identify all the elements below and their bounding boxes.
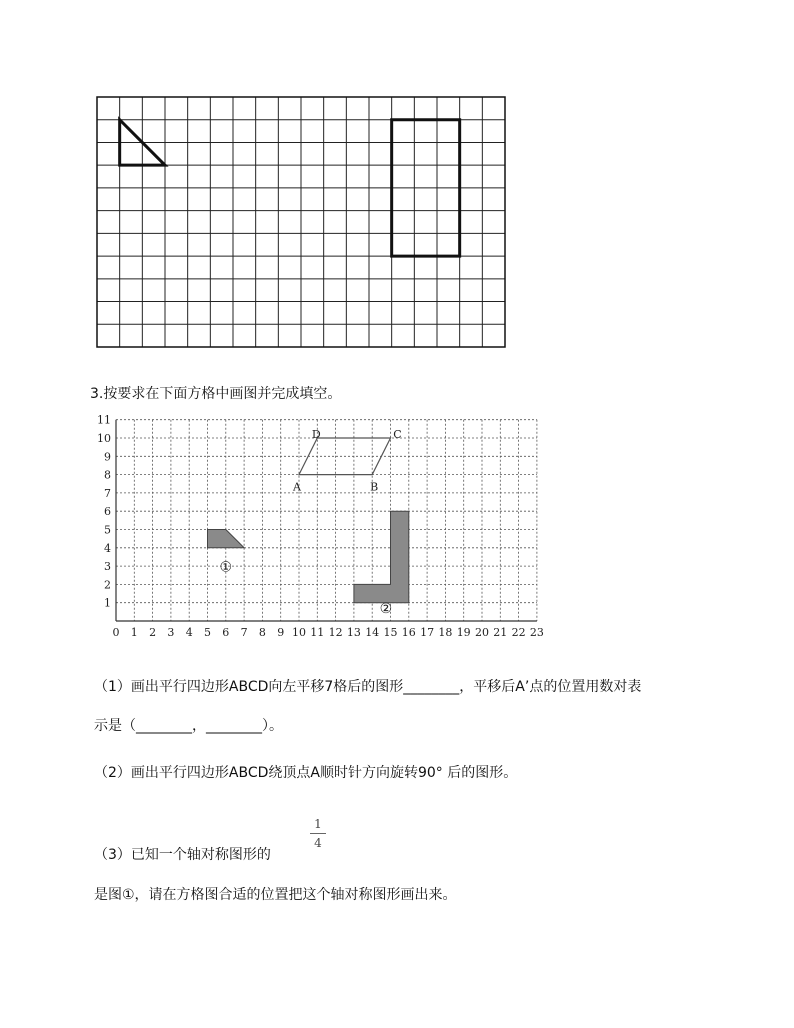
y-tick-label: 2 <box>104 578 111 592</box>
x-tick-label: 15 <box>383 626 398 639</box>
y-tick-label: 11 <box>97 413 111 427</box>
vertex-label-a: A <box>293 480 301 494</box>
x-tick-label: 12 <box>328 626 343 639</box>
vertex-label-c: C <box>393 428 402 441</box>
x-tick-label: 7 <box>240 626 248 639</box>
x-tick-label: 19 <box>456 626 471 639</box>
x-tick-label: 17 <box>420 626 435 639</box>
fraction-one-quarter <box>310 817 326 850</box>
x-tick-label: 6 <box>222 626 230 639</box>
x-tick-label: 21 <box>493 626 508 639</box>
figure-2-label: ② <box>379 600 393 617</box>
x-tick-label: 2 <box>149 626 157 639</box>
x-tick-label: 1 <box>130 626 138 639</box>
x-tick-label: 5 <box>204 626 211 639</box>
x-tick-label: 0 <box>112 626 120 639</box>
x-tick-label: 20 <box>475 626 489 639</box>
vertex-label-b: B <box>370 480 379 494</box>
y-tick-label: 5 <box>104 523 111 537</box>
x-tick-label: 11 <box>310 626 325 639</box>
x-tick-label: 3 <box>167 626 175 639</box>
figure-2-shape <box>354 511 409 603</box>
sub-question-1-line-2: 示是（________，________）。 <box>94 718 283 734</box>
x-tick-label: 14 <box>365 626 380 639</box>
y-tick-label: 1 <box>104 596 111 610</box>
x-tick-label: 22 <box>511 626 526 639</box>
sub-question-3-line-2: 是图①，请在方格图合适的位置把这个轴对称图形画出来。 <box>94 887 457 903</box>
x-tick-label: 13 <box>346 626 361 639</box>
y-tick-label: 8 <box>104 468 111 482</box>
y-tick-label: 7 <box>104 486 111 500</box>
fraction-bar <box>310 833 326 834</box>
figure-1-label: ① <box>219 559 233 576</box>
x-tick-label: 8 <box>258 626 266 639</box>
fraction-numerator: 1 <box>314 817 322 831</box>
top-square-grid <box>96 96 506 348</box>
y-tick-label: 6 <box>104 505 111 519</box>
sub-question-3-line-1: （3）已知一个轴对称图形的 <box>94 847 271 863</box>
sub-question-2: （2）画出平行四边形ABCD绕顶点A顺时针方向旋转90° 后的图形。 <box>94 765 518 781</box>
y-tick-label: 4 <box>104 541 111 555</box>
question-3-title: 3.按要求在下面方格中画图并完成填空。 <box>90 386 342 402</box>
x-tick-label: 9 <box>277 626 285 639</box>
figure-1-shape <box>208 530 245 548</box>
y-tick-label: 10 <box>97 432 111 445</box>
x-tick-label: 16 <box>401 626 416 639</box>
vertex-label-d: D <box>311 428 321 441</box>
x-tick-label: 4 <box>185 626 193 639</box>
y-tick-label: 3 <box>104 560 111 574</box>
x-tick-label: 23 <box>529 626 544 639</box>
y-tick-label: 9 <box>104 450 111 464</box>
x-tick-label: 18 <box>438 626 453 639</box>
sub-question-1-line-1: （1）画出平行四边形ABCD向左平移7格后的图形________，平移后A’点的位置用数对表 <box>94 679 642 695</box>
coordinate-grid <box>92 408 552 644</box>
fraction-denominator: 4 <box>314 836 322 850</box>
x-tick-label: 10 <box>292 626 306 639</box>
